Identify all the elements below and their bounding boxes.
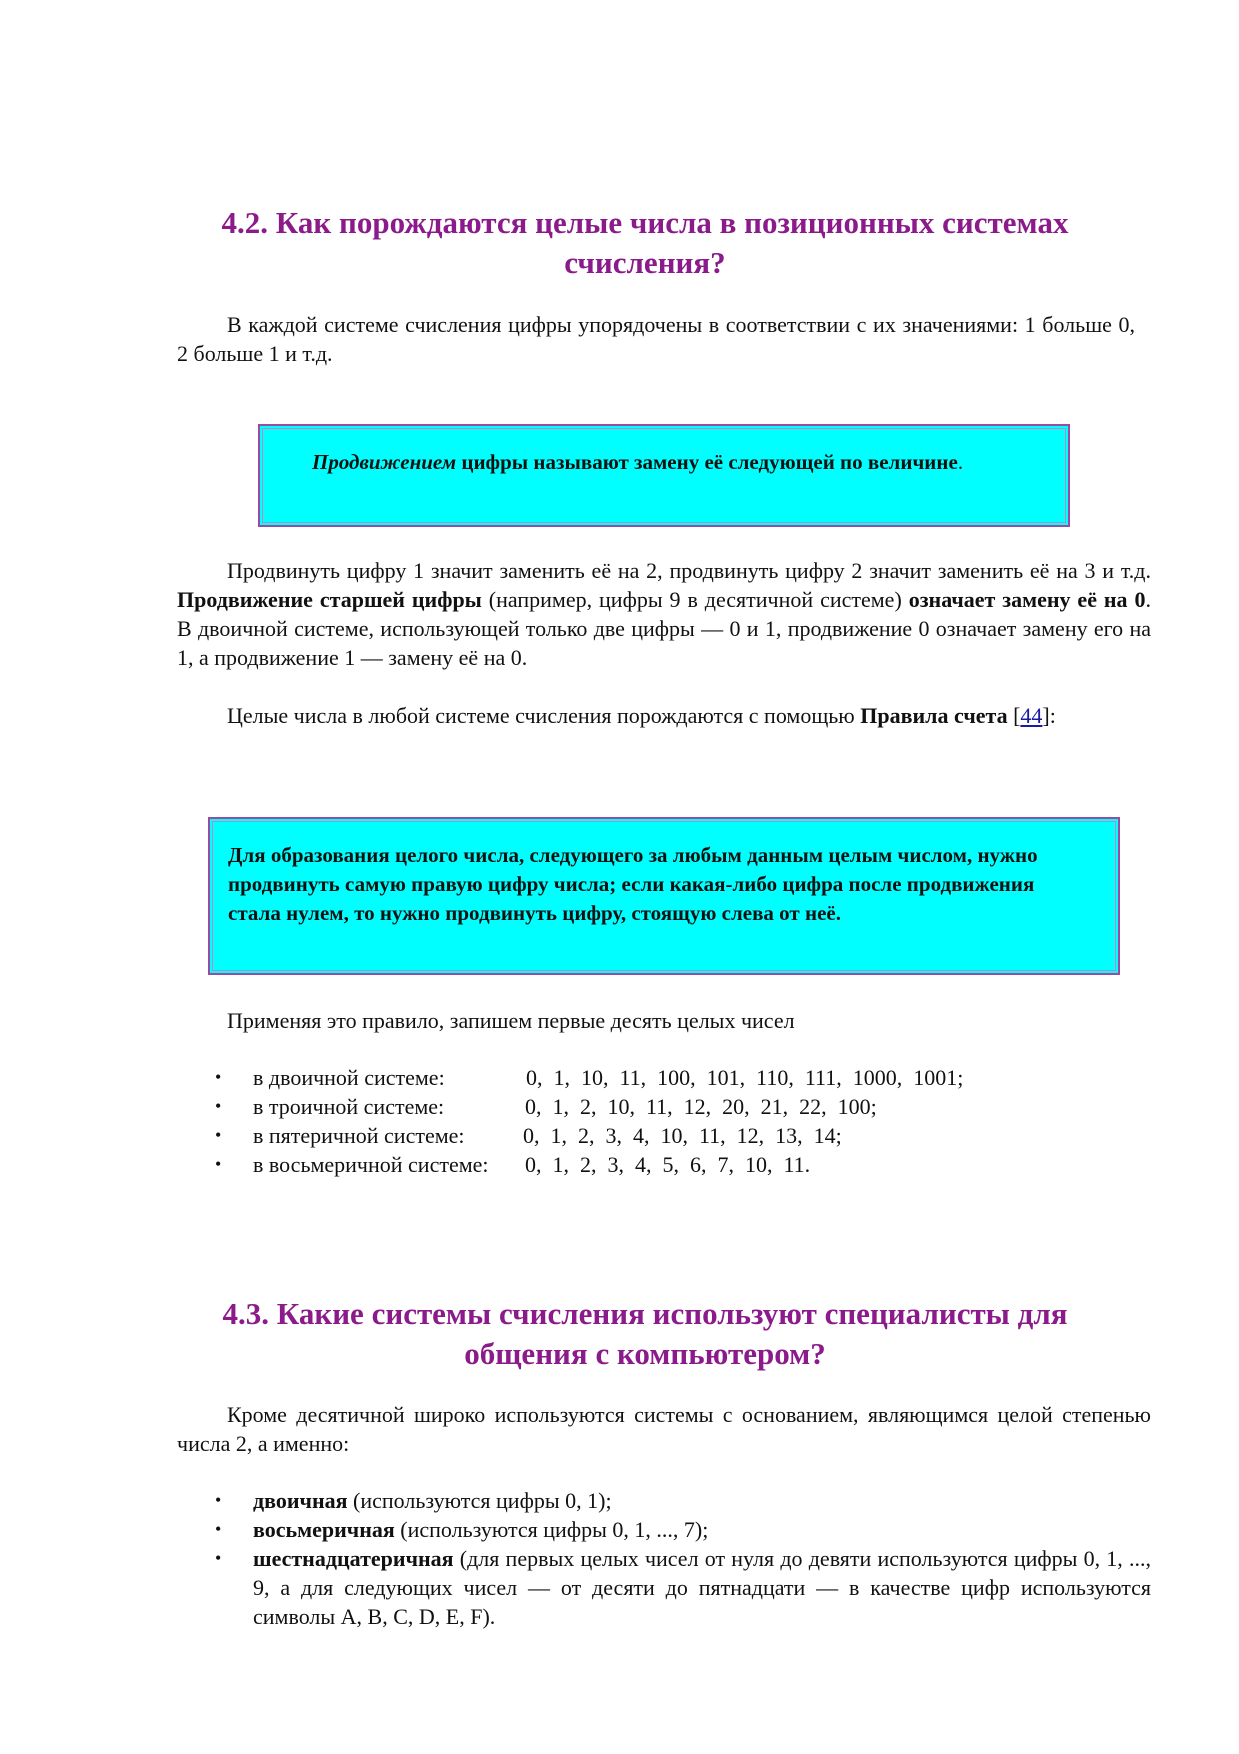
system-values: 0, 1, 2, 3, 4, 5, 6, 7, 10, 11. [525, 1152, 811, 1177]
counting-rule-paragraph [177, 701, 1151, 730]
system-label: в восьмеричной системе: [253, 1152, 489, 1177]
section-title-line1: 4.2. Как порождаются целые числа в позиционных системах [221, 205, 1069, 240]
definition-text: цифры называют замену её следующей по величине [456, 450, 958, 474]
counting-text-3: ]: [1042, 703, 1056, 728]
definition-callout [258, 424, 1070, 527]
section-title-line2: общения с компьютером? [464, 1336, 826, 1371]
advance-text-3: . В двоичной системе, использующей только две цифры — 0 и 1, продвижение 0 означает замену его на 1, а продвижение 1 — замену её на 0. [177, 587, 1151, 670]
bullet-icon: • [215, 1154, 222, 1174]
section-title-4-3 [170, 1294, 1120, 1374]
section-title-line1: 4.3. Какие системы счисления используют специалисты для [222, 1296, 1068, 1331]
definition-term: Продвижением [312, 450, 457, 474]
system-values: 0, 1, 10, 11, 100, 101, 110, 111, 1000, 1001; [526, 1065, 964, 1090]
section-title-line2: счисления? [564, 245, 726, 280]
base-term: восьмеричная [253, 1517, 395, 1542]
list-item [215, 1515, 1151, 1544]
bullet-icon: • [215, 1125, 222, 1145]
advance-paragraph [177, 556, 1151, 672]
advance-bold-1: Продвижение старшей цифры [177, 587, 482, 612]
bullet-icon: • [215, 1490, 222, 1510]
list-item [215, 1544, 1151, 1631]
list-item [215, 1150, 1133, 1179]
reference-link[interactable]: 44 [1020, 703, 1043, 728]
counting-rule-term: Правила счета [860, 703, 1008, 728]
bullet-icon: • [215, 1548, 222, 1568]
section-title-4-2 [170, 203, 1120, 283]
system-values: 0, 1, 2, 10, 11, 12, 20, 21, 22, 100; [525, 1094, 877, 1119]
system-label: в двоичной системе: [253, 1065, 445, 1090]
bullet-icon: • [215, 1519, 222, 1539]
list-item [215, 1121, 1133, 1150]
list-item [215, 1486, 1151, 1515]
bases-list [215, 1486, 1151, 1631]
bullet-icon: • [215, 1067, 222, 1087]
base-term: двоичная [253, 1488, 348, 1513]
base-description: (для первых целых чисел от нуля до девяти используются цифры 0, 1, ..., 9, а для следующих чисел — от десяти до пятнадцати — в качестве цифр используются символы A, B, C, D, E, F). [253, 1546, 1151, 1629]
list-item [215, 1063, 1133, 1092]
base-term: шестнадцатеричная [253, 1546, 454, 1571]
intro-paragraph: В каждой системе счисления цифры упорядочены в соответствии с их значениями: 1 больше 0, 2 больше 1 и т.д. [177, 312, 1135, 366]
counting-text-2: [ [1007, 703, 1021, 728]
system-label: в троичной системе: [253, 1094, 445, 1119]
list-item [215, 1092, 1133, 1121]
base-description: (используются цифры 0, 1, ..., 7); [394, 1517, 709, 1542]
definition-period: . [957, 450, 964, 474]
system-values: 0, 1, 2, 3, 4, 10, 11, 12, 13, 14; [523, 1123, 842, 1148]
advance-text-2: (например, цифры 9 в десятичной системе) [481, 587, 909, 612]
counting-rule-text: Для образования целого числа, следующего за любым данным целым числом, нужно продвинуть самую правую цифру числа; если какая-либо цифра после продвижения стала нулем, то нужно продвинуть цифру, стоящую слева от неё. [228, 843, 1038, 925]
bullet-icon: • [215, 1096, 222, 1116]
number-systems-list [215, 1063, 1133, 1179]
bases-intro-paragraph: Кроме десятичной широко используются системы с основанием, являющимся целой степенью числа 2, а именно: [177, 1402, 1151, 1456]
base-description: (используются цифры 0, 1); [347, 1488, 612, 1513]
counting-rule-callout [208, 817, 1120, 975]
counting-text-1: Целые числа в любой системе счисления порождаются с помощью [227, 703, 861, 728]
apply-rule-paragraph: Применяя это правило, запишем первые десять целых чисел [227, 1008, 795, 1033]
advance-text-1: Продвинуть цифру 1 значит заменить её на 2, продвинуть цифру 2 значит заменить её на 3 и т.д. [227, 558, 1151, 583]
advance-bold-2: означает замену её на 0 [908, 587, 1146, 612]
system-label: в пятеричной системе: [253, 1123, 465, 1148]
